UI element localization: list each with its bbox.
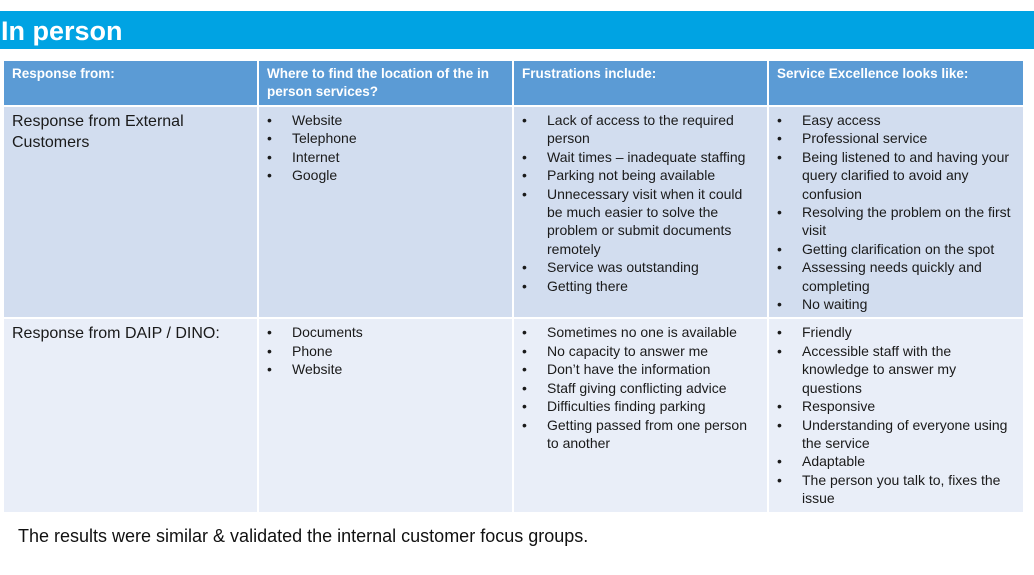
- bullet-icon: •: [522, 185, 527, 202]
- bullet-icon: •: [777, 296, 782, 313]
- list-item: [522, 416, 760, 453]
- list-item: [522, 148, 760, 166]
- list-item: [777, 258, 1016, 295]
- list-item: [777, 471, 1016, 508]
- table-row: [3, 318, 1024, 512]
- table-row: [3, 106, 1024, 318]
- list-item-text: Service was outstanding: [547, 259, 699, 276]
- list-item-text: Google: [292, 167, 338, 184]
- bullet-icon: •: [522, 379, 527, 396]
- locations-cell: [258, 318, 513, 512]
- page-title: In person: [1, 16, 123, 46]
- list-item-text: Website: [292, 112, 343, 128]
- bullet-icon: •: [522, 398, 527, 415]
- bullet-icon: •: [777, 453, 782, 470]
- bullet-icon: •: [267, 112, 272, 128]
- list-item-text: Adaptable: [802, 453, 866, 470]
- list-item-text: Resolving the problem on the first visit: [802, 204, 1011, 239]
- bullet-icon: •: [522, 112, 527, 128]
- list-item-text: Phone: [292, 342, 333, 359]
- list-item: [777, 111, 1016, 129]
- list-item: [522, 342, 760, 360]
- bullet-icon: •: [777, 416, 782, 433]
- bullet-icon: •: [522, 259, 527, 276]
- list-item: [522, 166, 760, 184]
- bullet-icon: •: [522, 324, 527, 341]
- list-item: [777, 342, 1016, 397]
- row-label: Response from External Customers: [3, 106, 258, 318]
- bullet-icon: •: [777, 204, 782, 221]
- list-item-text: Staff giving conflicting advice: [547, 379, 727, 396]
- list-item: [777, 203, 1016, 240]
- list-item-text: Professional service: [802, 130, 928, 147]
- column-header: Service Excellence looks like:: [768, 60, 1024, 106]
- list-item-text: Getting clarification on the spot: [802, 240, 995, 257]
- column-header: Where to find the location of the in person services?: [258, 60, 513, 106]
- frustrations-cell: [513, 106, 768, 318]
- table-header-row: [3, 60, 1024, 106]
- excellence-cell: [768, 106, 1024, 318]
- list-item-text: Friendly: [802, 324, 852, 341]
- list-item-text: Internet: [292, 148, 340, 165]
- list-item-text: Difficulties finding parking: [547, 398, 706, 415]
- list-item: [267, 129, 505, 147]
- list-item-text: Telephone: [292, 130, 357, 147]
- bullet-icon: •: [267, 130, 272, 147]
- bullet-icon: •: [267, 324, 272, 341]
- bullet-icon: •: [267, 361, 272, 378]
- list-item: [267, 166, 505, 184]
- list-item: [267, 323, 505, 341]
- bullet-icon: •: [777, 471, 782, 488]
- list-item-text: Don’t have the information: [547, 361, 711, 378]
- bullet-list: [777, 111, 1016, 313]
- bullet-icon: •: [777, 112, 782, 128]
- bullet-list: [267, 323, 505, 378]
- list-item: [777, 148, 1016, 203]
- list-item: [777, 323, 1016, 341]
- bullet-icon: •: [522, 342, 527, 359]
- list-item: [777, 295, 1016, 313]
- bullet-icon: •: [777, 240, 782, 257]
- bullet-icon: •: [522, 361, 527, 378]
- list-item: [777, 129, 1016, 147]
- list-item: [267, 111, 505, 129]
- bullet-list: [777, 323, 1016, 507]
- column-header: Response from:: [3, 60, 258, 106]
- list-item: [522, 277, 760, 295]
- list-item: [522, 111, 760, 148]
- bullet-icon: •: [777, 148, 782, 165]
- list-item-text: Wait times – inadequate staffing: [547, 148, 746, 165]
- list-item: [522, 360, 760, 378]
- bullet-icon: •: [777, 398, 782, 415]
- excellence-cell: [768, 318, 1024, 512]
- list-item-text: Documents: [292, 324, 363, 341]
- list-item-text: No waiting: [802, 296, 868, 313]
- bullet-icon: •: [777, 130, 782, 147]
- bullet-icon: •: [522, 416, 527, 433]
- list-item-text: Being listened to and having your query clarified to avoid any confusion: [802, 148, 1010, 202]
- list-item: [522, 258, 760, 276]
- list-item: [777, 240, 1016, 258]
- list-item: [267, 148, 505, 166]
- list-item: [777, 452, 1016, 470]
- bullet-icon: •: [522, 277, 527, 294]
- bullet-icon: •: [522, 167, 527, 184]
- footer-note: The results were similar & validated the internal customer focus groups.: [18, 526, 589, 546]
- row-label: Response from DAIP / DINO:: [3, 318, 258, 512]
- list-item-text: Assessing needs quickly and completing: [802, 259, 982, 294]
- bullet-icon: •: [777, 259, 782, 276]
- bullet-icon: •: [522, 148, 527, 165]
- list-item-text: Lack of access to the required person: [547, 112, 734, 147]
- list-item-text: Unnecessary visit when it could be much easier to solve the problem or submit documents remotely: [547, 185, 743, 257]
- list-item: [267, 342, 505, 360]
- list-item-text: Sometimes no one is available: [547, 324, 737, 341]
- list-item-text: Accessible staff with the knowledge to answer my questions: [802, 342, 957, 396]
- bullet-list: [267, 111, 505, 185]
- list-item-text: Responsive: [802, 398, 876, 415]
- column-header: Frustrations include:: [513, 60, 768, 106]
- list-item-text: Easy access: [802, 112, 881, 128]
- response-table: [2, 59, 1025, 514]
- list-item-text: Getting there: [547, 277, 628, 294]
- list-item-text: Parking not being available: [547, 167, 716, 184]
- list-item: [522, 323, 760, 341]
- list-item: [777, 397, 1016, 415]
- bullet-icon: •: [777, 324, 782, 341]
- title-bar: [0, 11, 1034, 49]
- list-item-text: Getting passed from one person to another: [547, 416, 748, 451]
- frustrations-cell: [513, 318, 768, 512]
- bullet-list: [522, 111, 760, 295]
- locations-cell: [258, 106, 513, 318]
- list-item: [267, 360, 505, 378]
- list-item-text: Understanding of everyone using the service: [802, 416, 1008, 451]
- list-item-text: The person you talk to, fixes the issue: [802, 471, 1001, 507]
- list-item: [777, 416, 1016, 453]
- list-item: [522, 185, 760, 259]
- bullet-icon: •: [267, 167, 272, 184]
- bullet-list: [522, 323, 760, 452]
- list-item: [522, 379, 760, 397]
- bullet-icon: •: [777, 342, 782, 359]
- bullet-icon: •: [267, 148, 272, 165]
- list-item: [522, 397, 760, 415]
- bullet-icon: •: [267, 342, 272, 359]
- list-item-text: No capacity to answer me: [547, 342, 709, 359]
- list-item-text: Website: [292, 361, 343, 378]
